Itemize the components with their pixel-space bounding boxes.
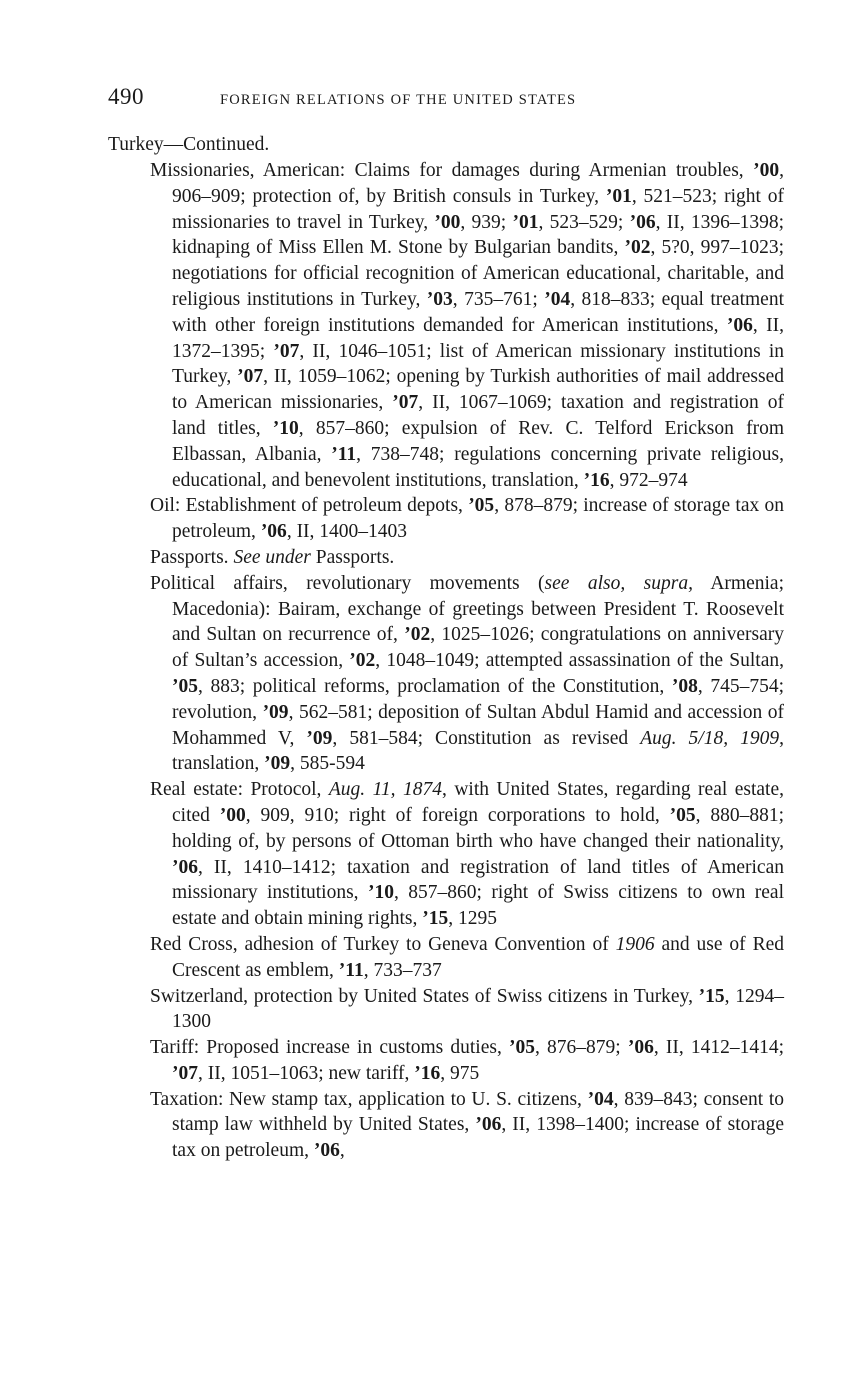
section-heading: Turkey—Continued.	[108, 134, 270, 155]
entry-text: , 738–748; regulations concerning private religious, educational, and benevolent institutions, translation,	[172, 443, 784, 491]
italic-text: Aug. 5/18, 1909	[640, 727, 780, 749]
entry-text: , II, 1372–1395;	[172, 314, 784, 362]
italic-text: see also, supra,	[544, 572, 693, 594]
italic-text: See under	[233, 546, 311, 568]
year-reference: ’00	[219, 804, 246, 826]
year-reference: ’02	[624, 237, 651, 259]
entry-text: , 818–833; equal treatment with other foreign institutions demanded for American institutions,	[172, 288, 784, 336]
year-reference: ’06	[260, 521, 287, 543]
index-entry	[150, 545, 784, 571]
year-reference: ’06	[726, 314, 753, 336]
index-entry	[150, 984, 784, 1036]
year-reference: ’00	[753, 160, 780, 181]
year-reference: ’16	[583, 469, 610, 491]
page-header	[108, 84, 788, 114]
entry-text: , 5?0, 997–1023; negotiations for official recognition of American educational, charitable, and religious institutions in Turkey,	[172, 237, 784, 310]
entry-text: , II, 1059–1062; opening by Turkish authorities of mail addressed to American missionaries,	[172, 366, 785, 414]
entry-text: Oil: Establishment of petroleum depots,	[150, 495, 469, 517]
entry-text: , 839–843; consent to stamp law withheld by United States,	[172, 1088, 785, 1136]
entry-text: , II, 1051–1063; new tariff,	[198, 1062, 415, 1084]
running-head: FOREIGN RELATIONS OF THE UNITED STATES	[220, 92, 577, 108]
year-reference: ’15	[422, 908, 449, 930]
entry-text: , 1025–1026; congratulations on anniversary of Sultan’s accession,	[172, 624, 784, 672]
entry-text: , 735–761;	[452, 288, 545, 310]
entry-text: , 585-594	[290, 753, 365, 775]
entry-text: , 878–879; increase of storage tax on petroleum,	[172, 495, 784, 543]
entry-text: , 883; political reforms, proclamation of the Constitution,	[198, 675, 672, 697]
index-entry	[150, 571, 784, 777]
italic-text: Aug. 11, 1874	[328, 779, 442, 801]
year-reference: ’07	[172, 1062, 198, 1084]
year-reference: ’06	[627, 1037, 654, 1059]
entry-text: , 1294–1300	[172, 985, 784, 1033]
entry-text: Switzerland, protection by United States of Swiss citizens in Turkey,	[150, 985, 699, 1007]
entry-text: , 521–523; right of missionaries to travel in Turkey,	[172, 185, 785, 233]
entry-text: , 562–581; deposition of Sultan Abdul Hamid and accession of Mohammed V,	[172, 701, 785, 749]
year-reference: ’06	[475, 1114, 502, 1136]
entry-text: , 972–974	[609, 469, 688, 491]
entry-text: Taxation: New stamp tax, application to U. S. citizens,	[150, 1088, 588, 1110]
index-entry	[150, 1087, 784, 1164]
index-entry	[150, 158, 784, 493]
year-reference: ’11	[331, 443, 357, 465]
year-reference: ’04	[544, 288, 571, 310]
year-reference: ’02	[404, 624, 431, 646]
entry-text: , with United States, regarding real estate, cited	[172, 779, 784, 826]
entry-text: , 523–529;	[538, 211, 630, 233]
entry-text: , 733–737	[363, 959, 442, 981]
year-reference: ’05	[172, 675, 198, 697]
italic-text: 1906	[615, 933, 655, 955]
year-reference: ’09	[262, 701, 289, 723]
entry-text: Passports.	[310, 546, 395, 568]
year-reference: ’05	[509, 1037, 535, 1059]
entry-text: , 857–860; expulsion of Rev. C. Telford Erickson from Elbassan, Albania,	[172, 417, 784, 465]
entry-text: Political affairs, revolutionary movements (	[150, 572, 545, 594]
year-reference: ’01	[512, 211, 539, 233]
entry-text: , II, 1046–1051; list of American missionary institutions in Turkey,	[172, 340, 784, 388]
entry-text: Real estate: Protocol,	[150, 779, 329, 801]
entry-text: , 975	[440, 1062, 480, 1084]
entry-text: , 581–584; Constitution as revised	[332, 727, 641, 749]
year-reference: ’06	[172, 856, 198, 878]
entry-text: ,	[339, 1140, 345, 1162]
entry-text: , II, 1412–1414;	[653, 1037, 785, 1059]
year-reference: ’09	[264, 753, 291, 775]
year-reference: ’16	[414, 1062, 441, 1084]
year-reference: ’07	[237, 366, 264, 388]
year-reference: ’01	[605, 185, 632, 207]
year-reference: ’10	[272, 417, 299, 439]
year-reference: ’07	[392, 392, 419, 414]
entry-text: and use of Red Crescent as emblem,	[172, 933, 784, 981]
year-reference: ’05	[468, 495, 495, 517]
page-number: 490	[108, 84, 144, 109]
year-reference: ’06	[313, 1140, 340, 1162]
entry-text: Red Cross, adhesion of Turkey to Geneva Convention of	[150, 933, 616, 955]
year-reference: ’04	[587, 1088, 614, 1110]
year-reference: ’08	[671, 675, 698, 697]
year-reference: ’05	[669, 804, 696, 826]
entry-text: , 745–754; revolution,	[172, 675, 784, 723]
index-entry	[150, 1035, 784, 1087]
index-entry	[150, 932, 784, 984]
entry-text: , II, 1396–1398; kidnaping of Miss Ellen M. Stone by Bulgarian bandits,	[172, 211, 785, 259]
entry-text: Tariff: Proposed increase in customs duties,	[150, 1037, 509, 1059]
year-reference: ’02	[349, 650, 376, 672]
entry-text: , 909, 910; right of foreign corporations to hold,	[245, 804, 670, 826]
year-reference: ’03	[426, 288, 453, 310]
year-reference: ’09	[306, 727, 333, 749]
index-entries	[108, 158, 784, 1164]
entry-text: , II, 1067–1069; taxation and registration of land titles,	[172, 392, 784, 439]
entry-text: , 880–881; holding of, by persons of Ottoman birth who have changed their nationality,	[172, 804, 784, 852]
index-entry	[150, 493, 784, 545]
entry-text: , II, 1400–1403	[286, 521, 408, 543]
entry-text: Passports.	[150, 546, 234, 568]
entry-text: , translation,	[172, 727, 784, 775]
year-reference: ’15	[698, 985, 725, 1007]
year-reference: ’00	[434, 211, 461, 233]
entry-text: Armenia; Macedonia): Bairam, exchange of greetings between President T. Roosevelt and Sultan on recurrence of,	[172, 572, 784, 646]
entry-text: , 906–909; protection of, by British consuls in Turkey,	[172, 160, 784, 207]
index-content	[108, 132, 784, 1164]
year-reference: ’07	[273, 340, 300, 362]
entry-text: Missionaries, American: Claims for damages during Armenian troubles,	[150, 160, 754, 181]
entry-text: , 1048–1049; attempted assassination of the Sultan,	[375, 650, 784, 672]
entry-text: , 939;	[460, 211, 513, 233]
year-reference: ’10	[367, 882, 394, 904]
entry-text: , 857–860; right of Swiss citizens to own real estate and obtain mining rights,	[172, 882, 785, 930]
entry-text: , 876–879;	[535, 1037, 628, 1059]
entry-text: , II, 1410–1412; taxation and registration of land titles of American missionary institutions,	[172, 856, 784, 904]
year-reference: ’06	[629, 211, 656, 233]
entry-text: , 1295	[448, 908, 497, 930]
entry-text: , II, 1398–1400; increase of storage tax on petroleum,	[172, 1114, 784, 1162]
year-reference: ’11	[338, 959, 364, 981]
index-entry	[150, 777, 784, 932]
